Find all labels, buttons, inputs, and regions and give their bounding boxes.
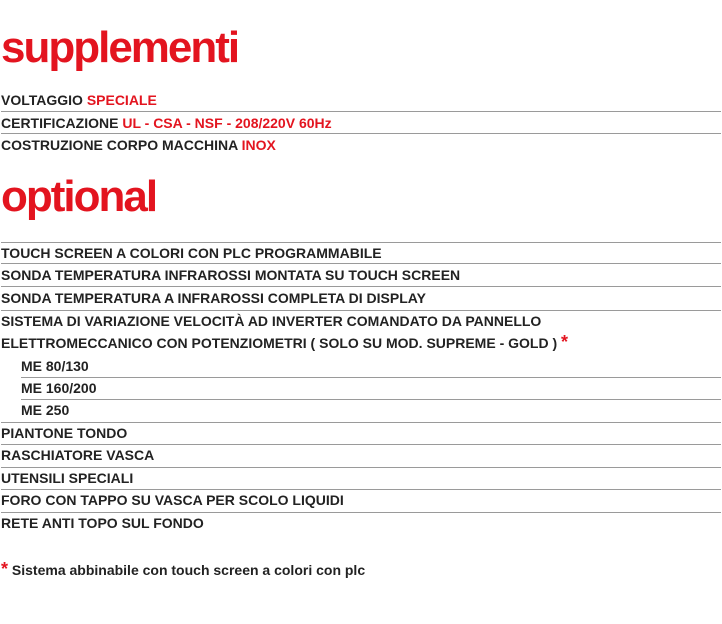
supplement-row-costruzione xyxy=(1,136,721,154)
optional-item: SISTEMA DI VARIAZIONE VELOCITÀ AD INVERTER COMANDATO DA PANNELLO xyxy=(1,313,542,329)
optional-subitem: ME 160/200 xyxy=(21,380,97,396)
optional-item: RETE ANTI TOPO SUL FONDO xyxy=(1,515,204,531)
footnote-text: Sistema abbinabile con touch screen a colori con plc xyxy=(11,562,366,578)
supplement-label: CERTIFICAZIONE xyxy=(1,115,123,131)
optional-heading: optional xyxy=(1,172,157,221)
divider xyxy=(1,422,721,423)
supplement-label: VOLTAGGIO xyxy=(1,92,87,108)
supplementi-heading: supplementi xyxy=(1,23,239,72)
optional-item: SONDA TEMPERATURA A INFRAROSSI COMPLETA DI DISPLAY xyxy=(1,290,426,306)
optional-subitem: ME 250 xyxy=(21,402,70,418)
divider xyxy=(1,111,721,112)
asterisk-mark: * xyxy=(1,559,9,579)
supplement-row-voltaggio xyxy=(1,91,721,109)
optional-item-with-asterisk xyxy=(1,333,721,352)
divider xyxy=(1,242,721,243)
divider xyxy=(1,444,721,445)
optional-item: TOUCH SCREEN A COLORI CON PLC PROGRAMMABILE xyxy=(1,245,382,261)
optional-subitem: ME 80/130 xyxy=(21,358,89,374)
divider xyxy=(21,399,721,400)
divider xyxy=(1,310,721,311)
optional-item: PIANTONE TONDO xyxy=(1,425,128,441)
divider xyxy=(1,512,721,513)
supplement-row-certificazione xyxy=(1,114,721,132)
optional-item-text: ELETTROMECCANICO CON POTENZIOMETRI ( SOLO SU MOD. SUPREME - GOLD ) xyxy=(1,335,558,351)
divider xyxy=(1,263,721,264)
optional-item: FORO CON TAPPO SU VASCA PER SCOLO LIQUIDI xyxy=(1,492,344,508)
supplement-value: SPECIALE xyxy=(86,92,157,108)
supplement-value: UL - CSA - NSF - 208/220V 60Hz xyxy=(122,115,332,131)
divider xyxy=(1,133,721,134)
divider xyxy=(21,377,721,378)
optional-item: UTENSILI SPECIALI xyxy=(1,470,134,486)
optional-item: SONDA TEMPERATURA INFRAROSSI MONTATA SU TOUCH SCREEN xyxy=(1,267,461,283)
asterisk-mark: * xyxy=(561,332,569,352)
footnote xyxy=(1,559,365,580)
divider xyxy=(1,467,721,468)
optional-item: RASCHIATORE VASCA xyxy=(1,447,155,463)
divider xyxy=(1,489,721,490)
supplement-value: INOX xyxy=(241,137,276,153)
supplement-label: COSTRUZIONE CORPO MACCHINA xyxy=(1,137,242,153)
divider xyxy=(1,286,721,287)
